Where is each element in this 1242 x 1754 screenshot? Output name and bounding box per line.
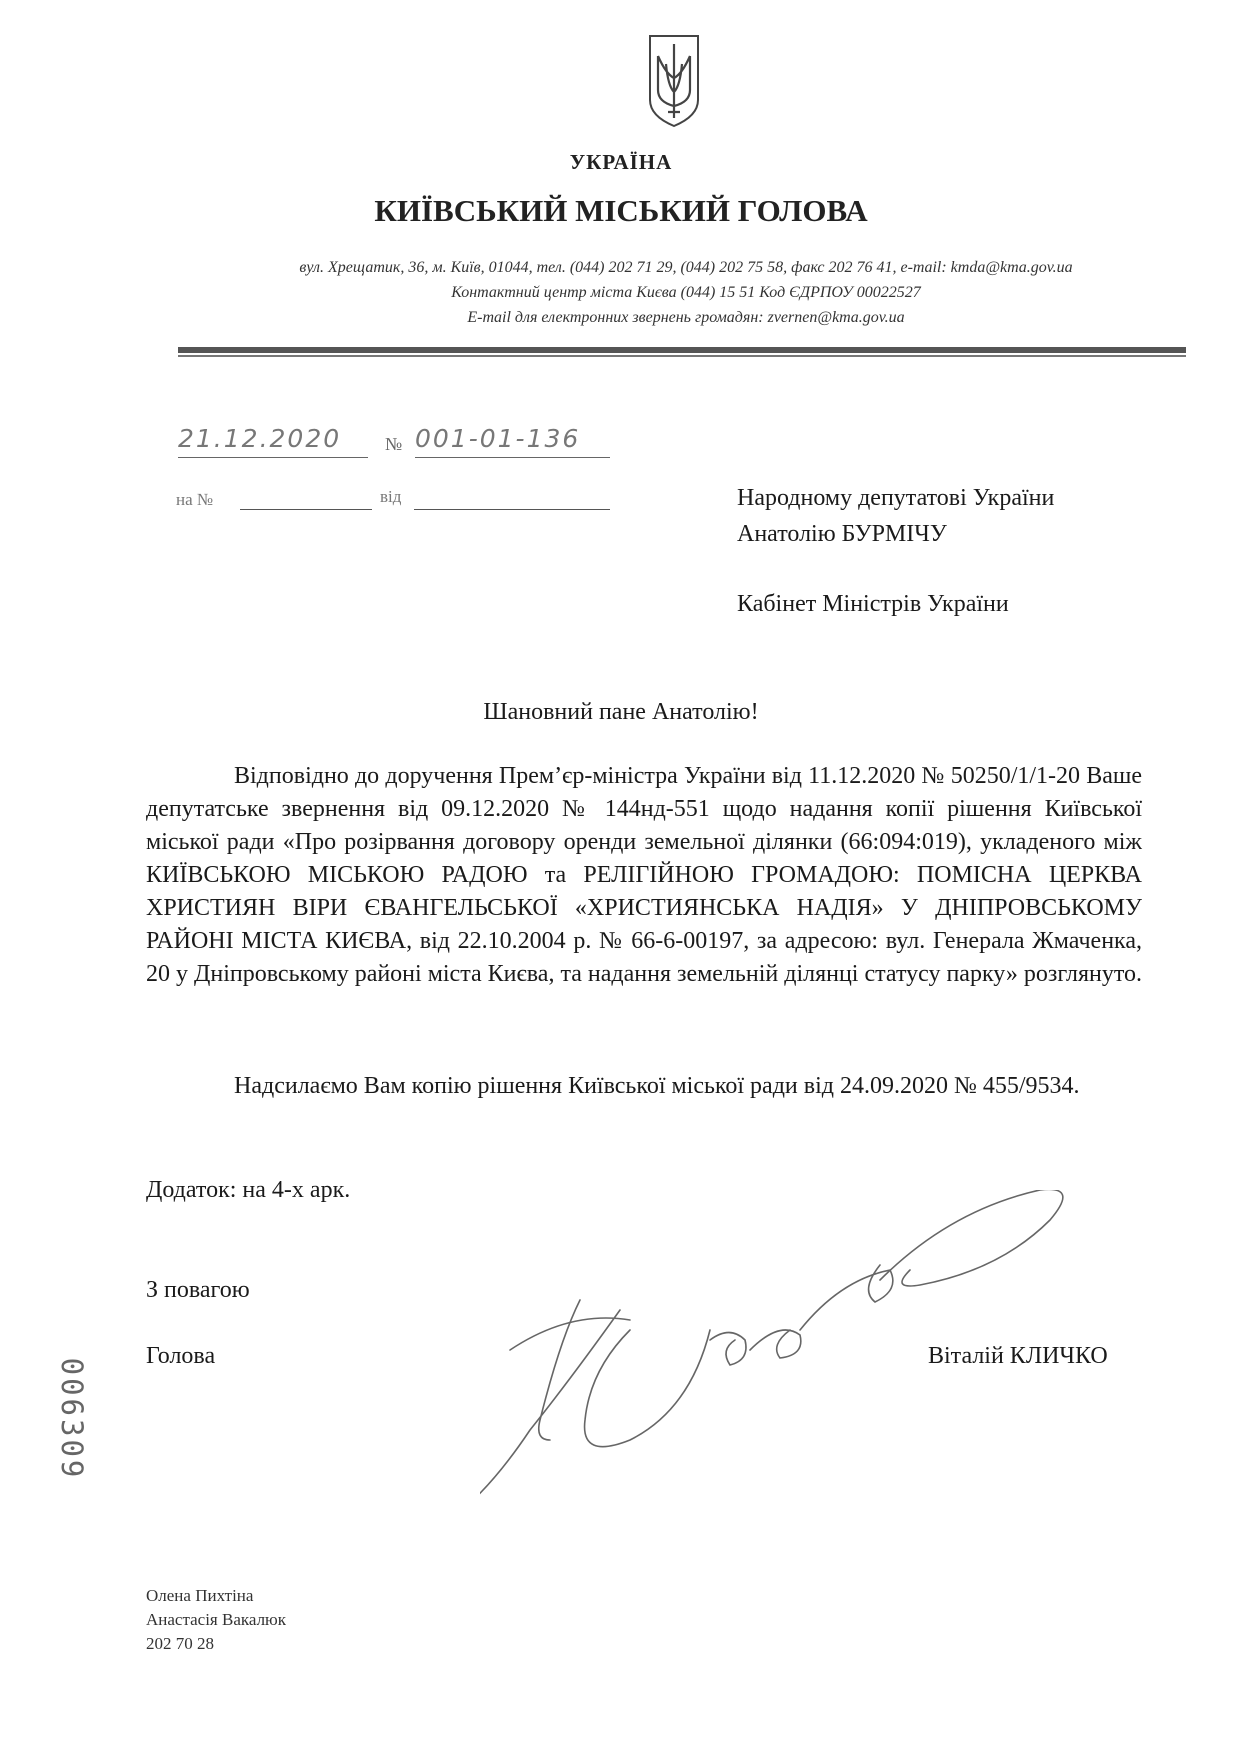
country-title: УКРАЇНА xyxy=(569,150,673,174)
trident-emblem-icon xyxy=(648,34,700,128)
reference-label: на № xyxy=(176,490,214,509)
signer-name: Віталій КЛИЧКО xyxy=(928,1343,1108,1369)
addressee-organization: Кабінет Міністрів України xyxy=(737,591,1009,617)
contact-address: вул. Хрещатик, 36, м. Київ, 01044, тел. (044) 202 71 29, (044) 202 75 58, факс 202 76 41, e-mail: kmda@kma.gov.ua xyxy=(299,259,1073,276)
reference-number-line xyxy=(240,509,372,510)
reference-date-line xyxy=(414,509,610,510)
addressee-name: Анатолію БУРМІЧУ xyxy=(737,521,947,547)
contact-email: E-mail для електронних звернень громадян: zvernen@kma.gov.ua xyxy=(467,309,905,326)
closing: З повагою xyxy=(146,1277,250,1303)
registry-stamp xyxy=(52,1344,92,1494)
handwritten-signature xyxy=(480,1190,1180,1520)
executor-name-1: Олена Пихтіна xyxy=(146,1586,254,1605)
registration-number-label: № xyxy=(385,434,403,454)
header-rule xyxy=(178,347,1186,353)
registration-date: 21.12.2020 xyxy=(178,424,368,458)
letter-paragraph-2: Надсилаємо Вам копію рішення Київської міської ради від 24.09.2020 № 455/9534. xyxy=(234,1073,1080,1099)
addressee-title: Народному депутатові України xyxy=(737,485,1055,511)
signer-position: Голова xyxy=(146,1343,216,1369)
reference-from-label: від xyxy=(380,487,402,506)
executor-phone: 202 70 28 xyxy=(146,1634,214,1653)
registration-number: 001-01-136 xyxy=(415,424,610,458)
letter-paragraph: Відповідно до доручення Прем’єр-міністра України від 11.12.2020 № 50250/1/1-20 Ваше депутатське звернення від 09.12.2020 № 144нд-551 щодо надання копії рішення Київської міської ради «Про розірвання договору оренди земельної ділянки (66:094:019), укладеного між КИЇВСЬКОЮ МІСЬКОЮ РАДОЮ та РЕЛІГІЙНОЮ ГРОМАДОЮ: ПОМІСНА ЦЕРКВА ХРИСТИЯН ВІРИ ЄВАНГЕЛЬСЬКОЇ «ХРИСТИЯНСЬКА НАДІЯ» У ДНІПРОВСЬКОМУ РАЙОНІ МІСТА КИЄВА, від 22.10.2004 р. № 66-6-00197, за адресою: вул. Генерала Жмаченка, 20 у Дніпровському районі міста Києва, та надання земельній ділянці статусу парку» розглянуто. xyxy=(146,763,1142,987)
attachment-note: Додаток: на 4-х арк. xyxy=(146,1177,351,1203)
salutation: Шановний пане Анатолію! xyxy=(483,699,759,725)
office-title: КИЇВСЬКИЙ МІСЬКИЙ ГОЛОВА xyxy=(374,193,868,228)
stamp-number: 006309 xyxy=(55,1357,89,1481)
executor-name-2: Анастасія Вакалюк xyxy=(146,1610,287,1629)
header-rule-thin xyxy=(178,355,1186,357)
contact-center: Контактний центр міста Києва (044) 15 51 Код ЄДРПОУ 00022527 xyxy=(451,284,921,301)
